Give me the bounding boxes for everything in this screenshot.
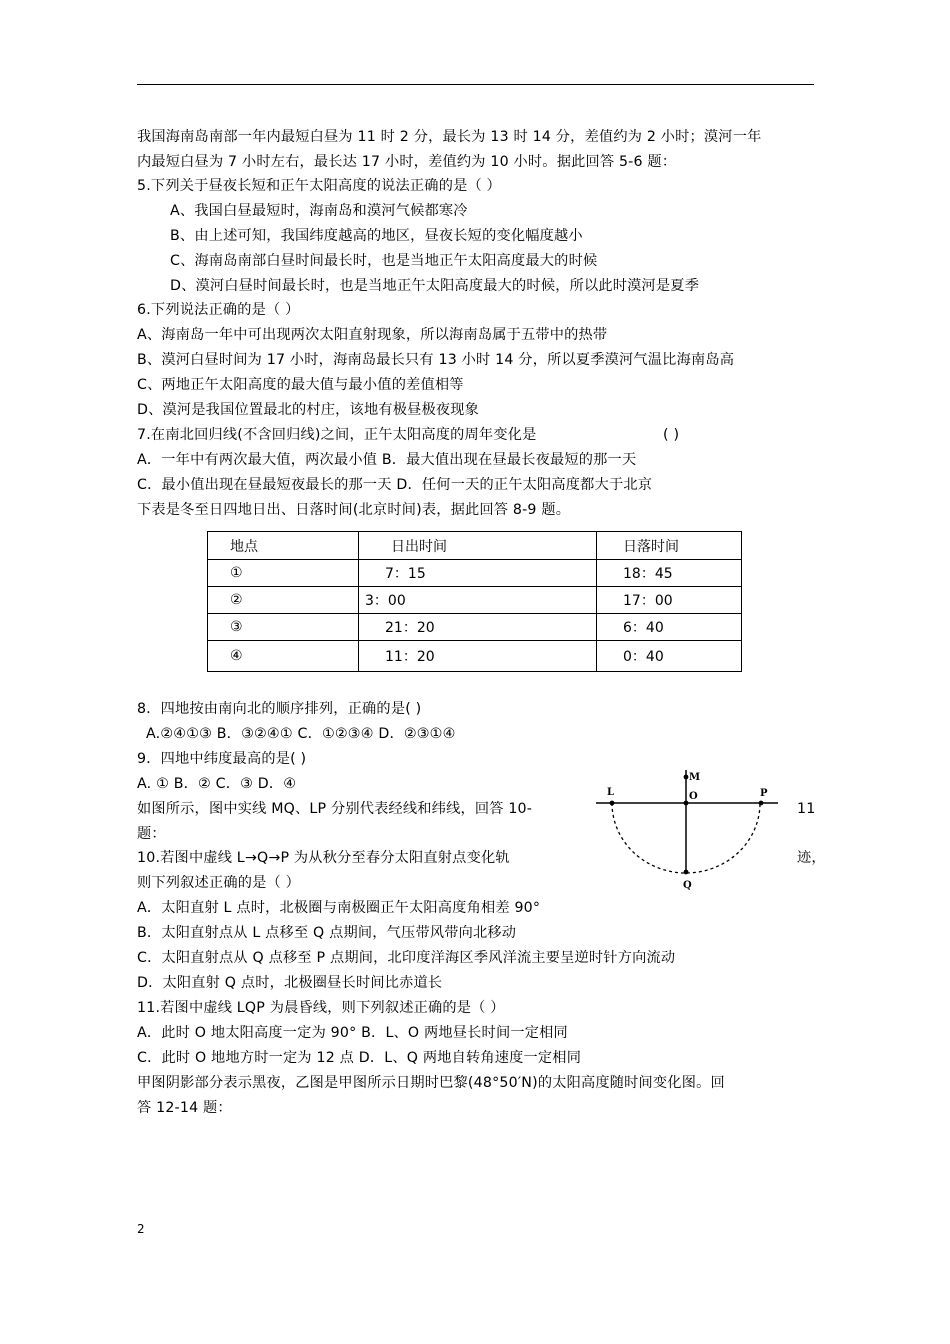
q5-stem: 5.下列关于昼夜长短和正午太阳高度的说法正确的是（ ） — [137, 178, 501, 194]
q11-stem: 11.若图中虚线 LQP 为晨昏线，则下列叙述正确的是（ ） — [137, 1000, 505, 1016]
q5-option-b: B、由上述可知，我国纬度越高的地区，昼夜长短的变化幅度越小 — [170, 228, 583, 244]
label-m: M — [689, 772, 701, 783]
q10-option-b: B．太阳直射点从 L 点移至 Q 点期间，气压带风带向北移动 — [137, 925, 517, 941]
table-row — [208, 641, 742, 672]
point-m — [684, 775, 689, 780]
q5-option-d: D、漠河白昼时间最长时，也是当地正午太阳高度最大的时候，所以此时漠河是夏季 — [170, 278, 700, 294]
point-l — [610, 801, 615, 806]
q6-option-d: D、漠河是我国位置最北的村庄，该地有极昼极夜现象 — [137, 402, 480, 418]
point-q — [684, 870, 689, 875]
table-cell: ① — [208, 560, 359, 587]
q6-stem: 6.下列说法正确的是（ ） — [137, 302, 300, 318]
tail-line-1: 甲图阴影部分表示黑夜，乙图是甲图所示日期时巴黎(48°50′N)的太阳高度随时间变化图。回 — [137, 1075, 725, 1091]
table-header-row — [208, 532, 742, 560]
q7-options-cd: C．最小值出现在昼最短夜最长的那一天 D．任何一天的正午太阳高度都大于北京 — [137, 477, 653, 493]
table-cell: 18：45 — [597, 560, 742, 587]
q7-paren: ( ) — [663, 427, 680, 443]
intro-line-1: 我国海南岛南部一年内最短白昼为 11 时 2 分，最长为 13 时 14 分，差值约为 2 小时；漠河一年 — [137, 129, 762, 145]
fig-intro-part1: 如图所示，图中实线 MQ、LP 分别代表经线和纬线，回答 10- — [137, 801, 533, 817]
q6-option-a: A、海南岛一年中可出现两次太阳直射现象，所以海南岛属于五带中的热带 — [137, 327, 608, 343]
table-cell: ④ — [208, 641, 359, 672]
point-o — [684, 801, 689, 806]
q10-option-d: D．太阳直射 Q 点时，北极圈昼长时间比赤道长 — [137, 975, 443, 991]
q10-option-a: A．太阳直射 L 点时，北极圈与南极圈正午太阳高度角相差 90° — [137, 900, 541, 916]
table-header-cell: 地点 — [208, 532, 359, 560]
intro-line-2: 内最短白昼为 7 小时左右，最长达 17 小时，差值约为 10 小时。据此回答 5-6 题： — [137, 154, 677, 170]
q9-options: A. ① B．② C．③ D．④ — [137, 776, 297, 792]
q11-options-cd: C．此时 O 地地方时一定为 12 点 D．L、Q 两地自转角速度一定相同 — [137, 1050, 582, 1066]
q5-option-c: C、海南岛南部白昼时间最长时，也是当地正午太阳高度最大的时候 — [170, 253, 598, 269]
q9-stem: 9．四地中纬度最高的是( ) — [137, 751, 307, 767]
table-cell: 6：40 — [597, 614, 742, 641]
q6-option-c: C、两地正午太阳高度的最大值与最小值的差值相等 — [137, 377, 464, 393]
q10-stem-part2: 迹， — [797, 850, 826, 866]
point-p — [759, 801, 764, 806]
q6-option-b: B、漠河白昼时间为 17 小时，海南岛最长只有 13 小时 14 分，所以夏季漠河气温比海南岛高 — [137, 352, 735, 368]
table-row — [208, 614, 742, 641]
q8-stem: 8．四地按由南向北的顺序排列，正确的是( ) — [137, 701, 422, 717]
table-cell: ③ — [208, 614, 359, 641]
fig-intro-part3: 题： — [137, 826, 166, 842]
q11-options-ab: A．此时 O 地太阳高度一定为 90° B．L、O 两地昼长时间一定相同 — [137, 1025, 568, 1041]
table-intro: 下表是冬至日四地日出、日落时间(北京时间)表，据此回答 8-9 题。 — [137, 502, 571, 518]
table-cell: 7：15 — [359, 560, 597, 587]
header-rule — [137, 84, 814, 85]
tail-line-2: 答 12-14 题： — [137, 1100, 232, 1116]
table-header-cell: 日出时间 — [359, 532, 597, 560]
table-cell: 21：20 — [359, 614, 597, 641]
table-row — [208, 560, 742, 587]
sunrise-sunset-table — [207, 531, 742, 672]
table-cell: 3：00 — [359, 587, 597, 614]
table-row — [208, 587, 742, 614]
label-q: Q — [683, 880, 692, 891]
fig-intro-part2: 11 — [797, 801, 816, 817]
q10-stem-part1: 10.若图中虚线 L→Q→P 为从秋分至春分太阳直射点变化轨 — [137, 850, 510, 866]
table-cell: ② — [208, 587, 359, 614]
q7-options-ab: A．一年中有两次最大值，两次最小值 B．最大值出现在昼最长夜最短的那一天 — [137, 452, 637, 468]
q8-options: A.②④①③ B．③②④① C．①②③④ D．②③①④ — [146, 726, 456, 742]
q7-stem: 7.在南北回归线(不含回归线)之间，正午太阳高度的周年变化是 — [137, 427, 537, 443]
label-o: O — [689, 791, 698, 802]
table-cell: 17：00 — [597, 587, 742, 614]
q10-option-c: C．太阳直射点从 Q 点移至 P 点期间，北印度洋海区季风洋流主要呈逆时针方向流动 — [137, 950, 676, 966]
page-number: 2 — [137, 1222, 145, 1236]
q10-stem-line2: 则下列叙述正确的是（ ） — [137, 875, 300, 891]
table-cell: 0：40 — [597, 641, 742, 672]
table-cell: 11：20 — [359, 641, 597, 672]
meridian-parallel-diagram — [596, 766, 786, 894]
q5-option-a: A、我国白昼最短时，海南岛和漠河气候都寒冷 — [170, 203, 468, 219]
table-header-cell: 日落时间 — [597, 532, 742, 560]
label-l: L — [607, 787, 615, 798]
label-p: P — [760, 788, 768, 799]
